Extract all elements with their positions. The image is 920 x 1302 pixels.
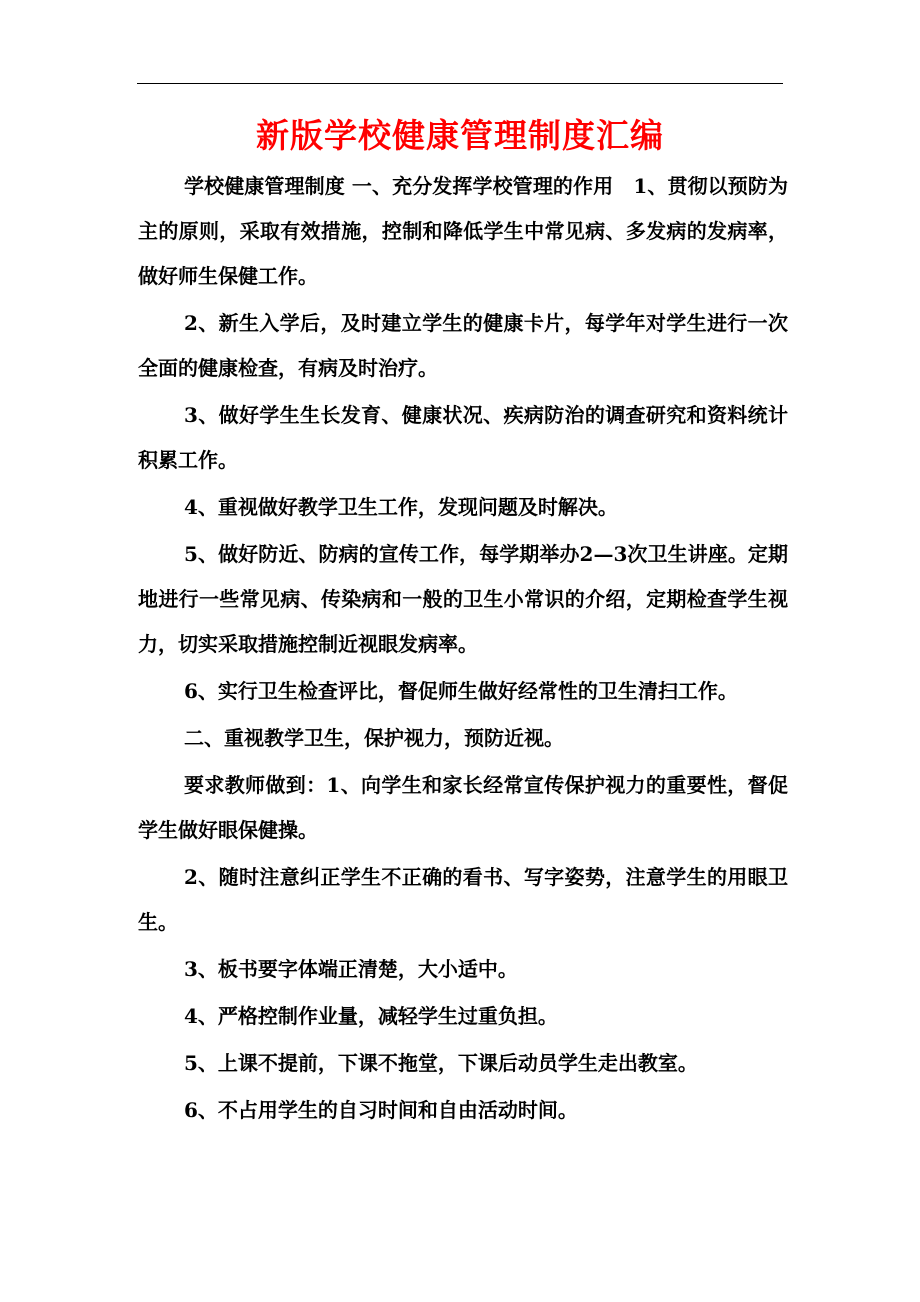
paragraph: 2、新生入学后，及时建立学生的健康卡片，每学年对学生进行一次全面的健康检查，有病及时治疗。 [138,311,788,380]
paragraph: 2、随时注意纠正学生不正确的看书、写字姿势，注意学生的用眼卫生。 [138,865,788,934]
paragraph: 4、重视做好教学卫生工作，发现问题及时解决。 [184,495,618,519]
paragraph: 学校健康管理制度 一、充分发挥学校管理的作用 1、贯彻以预防为主的原则，采取有效措施，控制和降低学生中常见病、多发病的发病率，做好师生保健工作。 [138,174,788,288]
paragraph: 3、板书要字体端正清楚，大小适中。 [184,957,518,981]
document-body [138,164,788,1135]
paragraph: 4、严格控制作业量，减轻学生过重负担。 [184,1004,558,1028]
paragraph: 5、上课不提前，下课不拖堂，下课后动员学生走出教室。 [184,1051,698,1075]
paragraph: 6、不占用学生的自习时间和自由活动时间。 [184,1098,578,1122]
paragraph: 3、做好学生生长发育、健康状况、疾病防治的调查研究和资料统计积累工作。 [138,403,788,472]
paragraph: 要求教师做到：1、向学生和家长经常宣传保护视力的重要性，督促学生做好眼保健操。 [138,773,788,842]
document-title: 新版学校健康管理制度汇编 [256,116,664,155]
paragraph: 6、实行卫生检查评比，督促师生做好经常性的卫生清扫工作。 [184,679,738,703]
paragraph: 二、重视教学卫生，保护视力，预防近视。 [184,726,564,750]
paragraph: 5、做好防近、防病的宣传工作，每学期举办2—3次卫生讲座。定期地进行一些常见病、传染病和一般的卫生小常识的介绍，定期检查学生视力，切实采取措施控制近视眼发病率。 [138,542,788,656]
header-rule [137,83,783,84]
